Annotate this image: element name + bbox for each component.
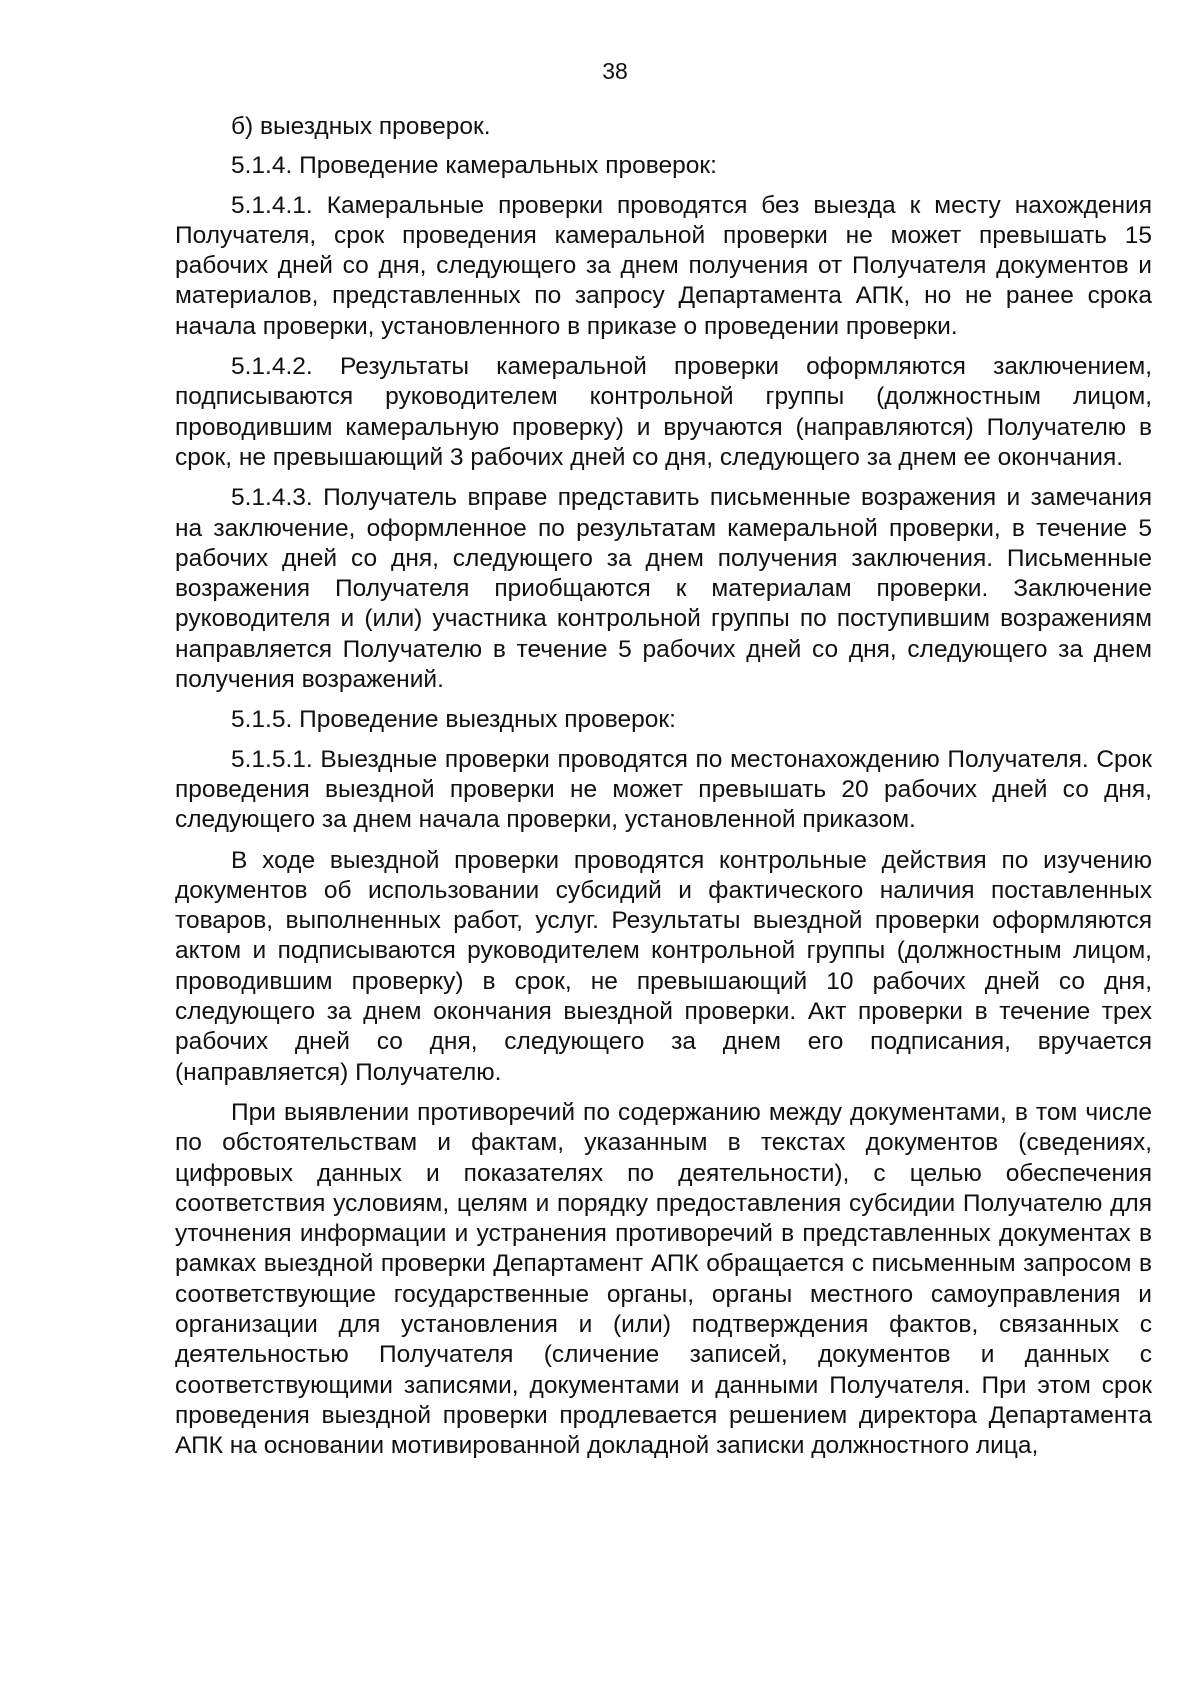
paragraph-5-1-4-3: 5.1.4.3. Получатель вправе представить письменные возражения и замечания на заключение, оформленное по результатам камеральной проверки, в течение 5 рабочих дней со дня, следующего за днем получения заключения. Письменные возражения Получателя приобщаются к материалам проверки. Заключение руководителя и (или) участника контрольной группы по поступившим возражениям направляется Получателю в течение 5 рабочих дней со дня, следующего за днем получения возражений.: [175, 484, 1152, 694]
document-body: [175, 112, 1152, 1471]
paragraph-5-1-5-1: 5.1.5.1. Выездные проверки проводятся по местонахождению Получателя. Срок проведения выездной проверки не может превышать 20 рабочих дней со дня, следующего за днем начала проверки, установленной приказом.: [175, 745, 1152, 834]
section-heading-5-1-4: 5.1.4. Проведение камеральных проверок:: [231, 152, 717, 180]
page-number: 38: [602, 58, 628, 84]
paragraph-5-1-4-2: 5.1.4.2. Результаты камеральной проверки оформляются заключением, подписываются руководителем контрольной группы (должностным лицом, проводившим камеральную проверку) и вручаются (направляются) Получателю в срок, не превышающий 3 рабочих дней со дня, следующего за днем ее окончания.: [175, 353, 1152, 471]
paragraph-5-1-4-1: 5.1.4.1. Камеральные проверки проводятся без выезда к месту нахождения Получателя, срок проведения камеральной проверки не может превышать 15 рабочих дней со дня, следующего за днем получения от Получателя документов и материалов, представленных по запросу Департамента АПК, но не ранее срока начала проверки, установленного в приказе о проведении проверки.: [175, 191, 1152, 340]
paragraph-item-b: б) выездных проверок.: [231, 113, 491, 140]
paragraph-field-inspection-actions: В ходе выездной проверки проводятся контрольные действия по изучению документов об использовании субсидий и фактического наличия поставленных товаров, выполненных работ, услуг. Результаты выездной проверки оформляются актом и подписываются руководителем контрольной группы (должностным лицом, проводившим проверку) в срок, не превышающий 10 рабочих дней со дня, следующего за днем окончания выездной проверки. Акт проверки в течение трех рабочих дней со дня, следующего за днем его подписания, вручается (направляется) Получателю.: [175, 846, 1152, 1086]
section-heading-5-1-5: 5.1.5. Проведение выездных проверок:: [231, 706, 676, 734]
paragraph-contradictions: При выявлении противоречий по содержанию между документами, в том числе по обстоятельствам и фактам, указанным в текстах документов (сведениях, цифровых данных и показателях по деятельности), с целью обеспечения соответствия условиям, целям и порядку предоставления субсидии Получателю для уточнения информации и устранения противоречий в представленных документах в рамках выездной проверки Департамент АПК обращается с письменным запросом в соответствующие государственные органы, органы местного самоуправления и организации для установления и (или) подтверждения фактов, связанных с деятельностью Получателя (сличение записей, документов и данных с соответствующими записями, документами и данными Получателя. При этом срок проведения выездной проверки продлевается решением директора Департамента АПК на основании мотивированной докладной записки должностного лица,: [175, 1098, 1152, 1460]
